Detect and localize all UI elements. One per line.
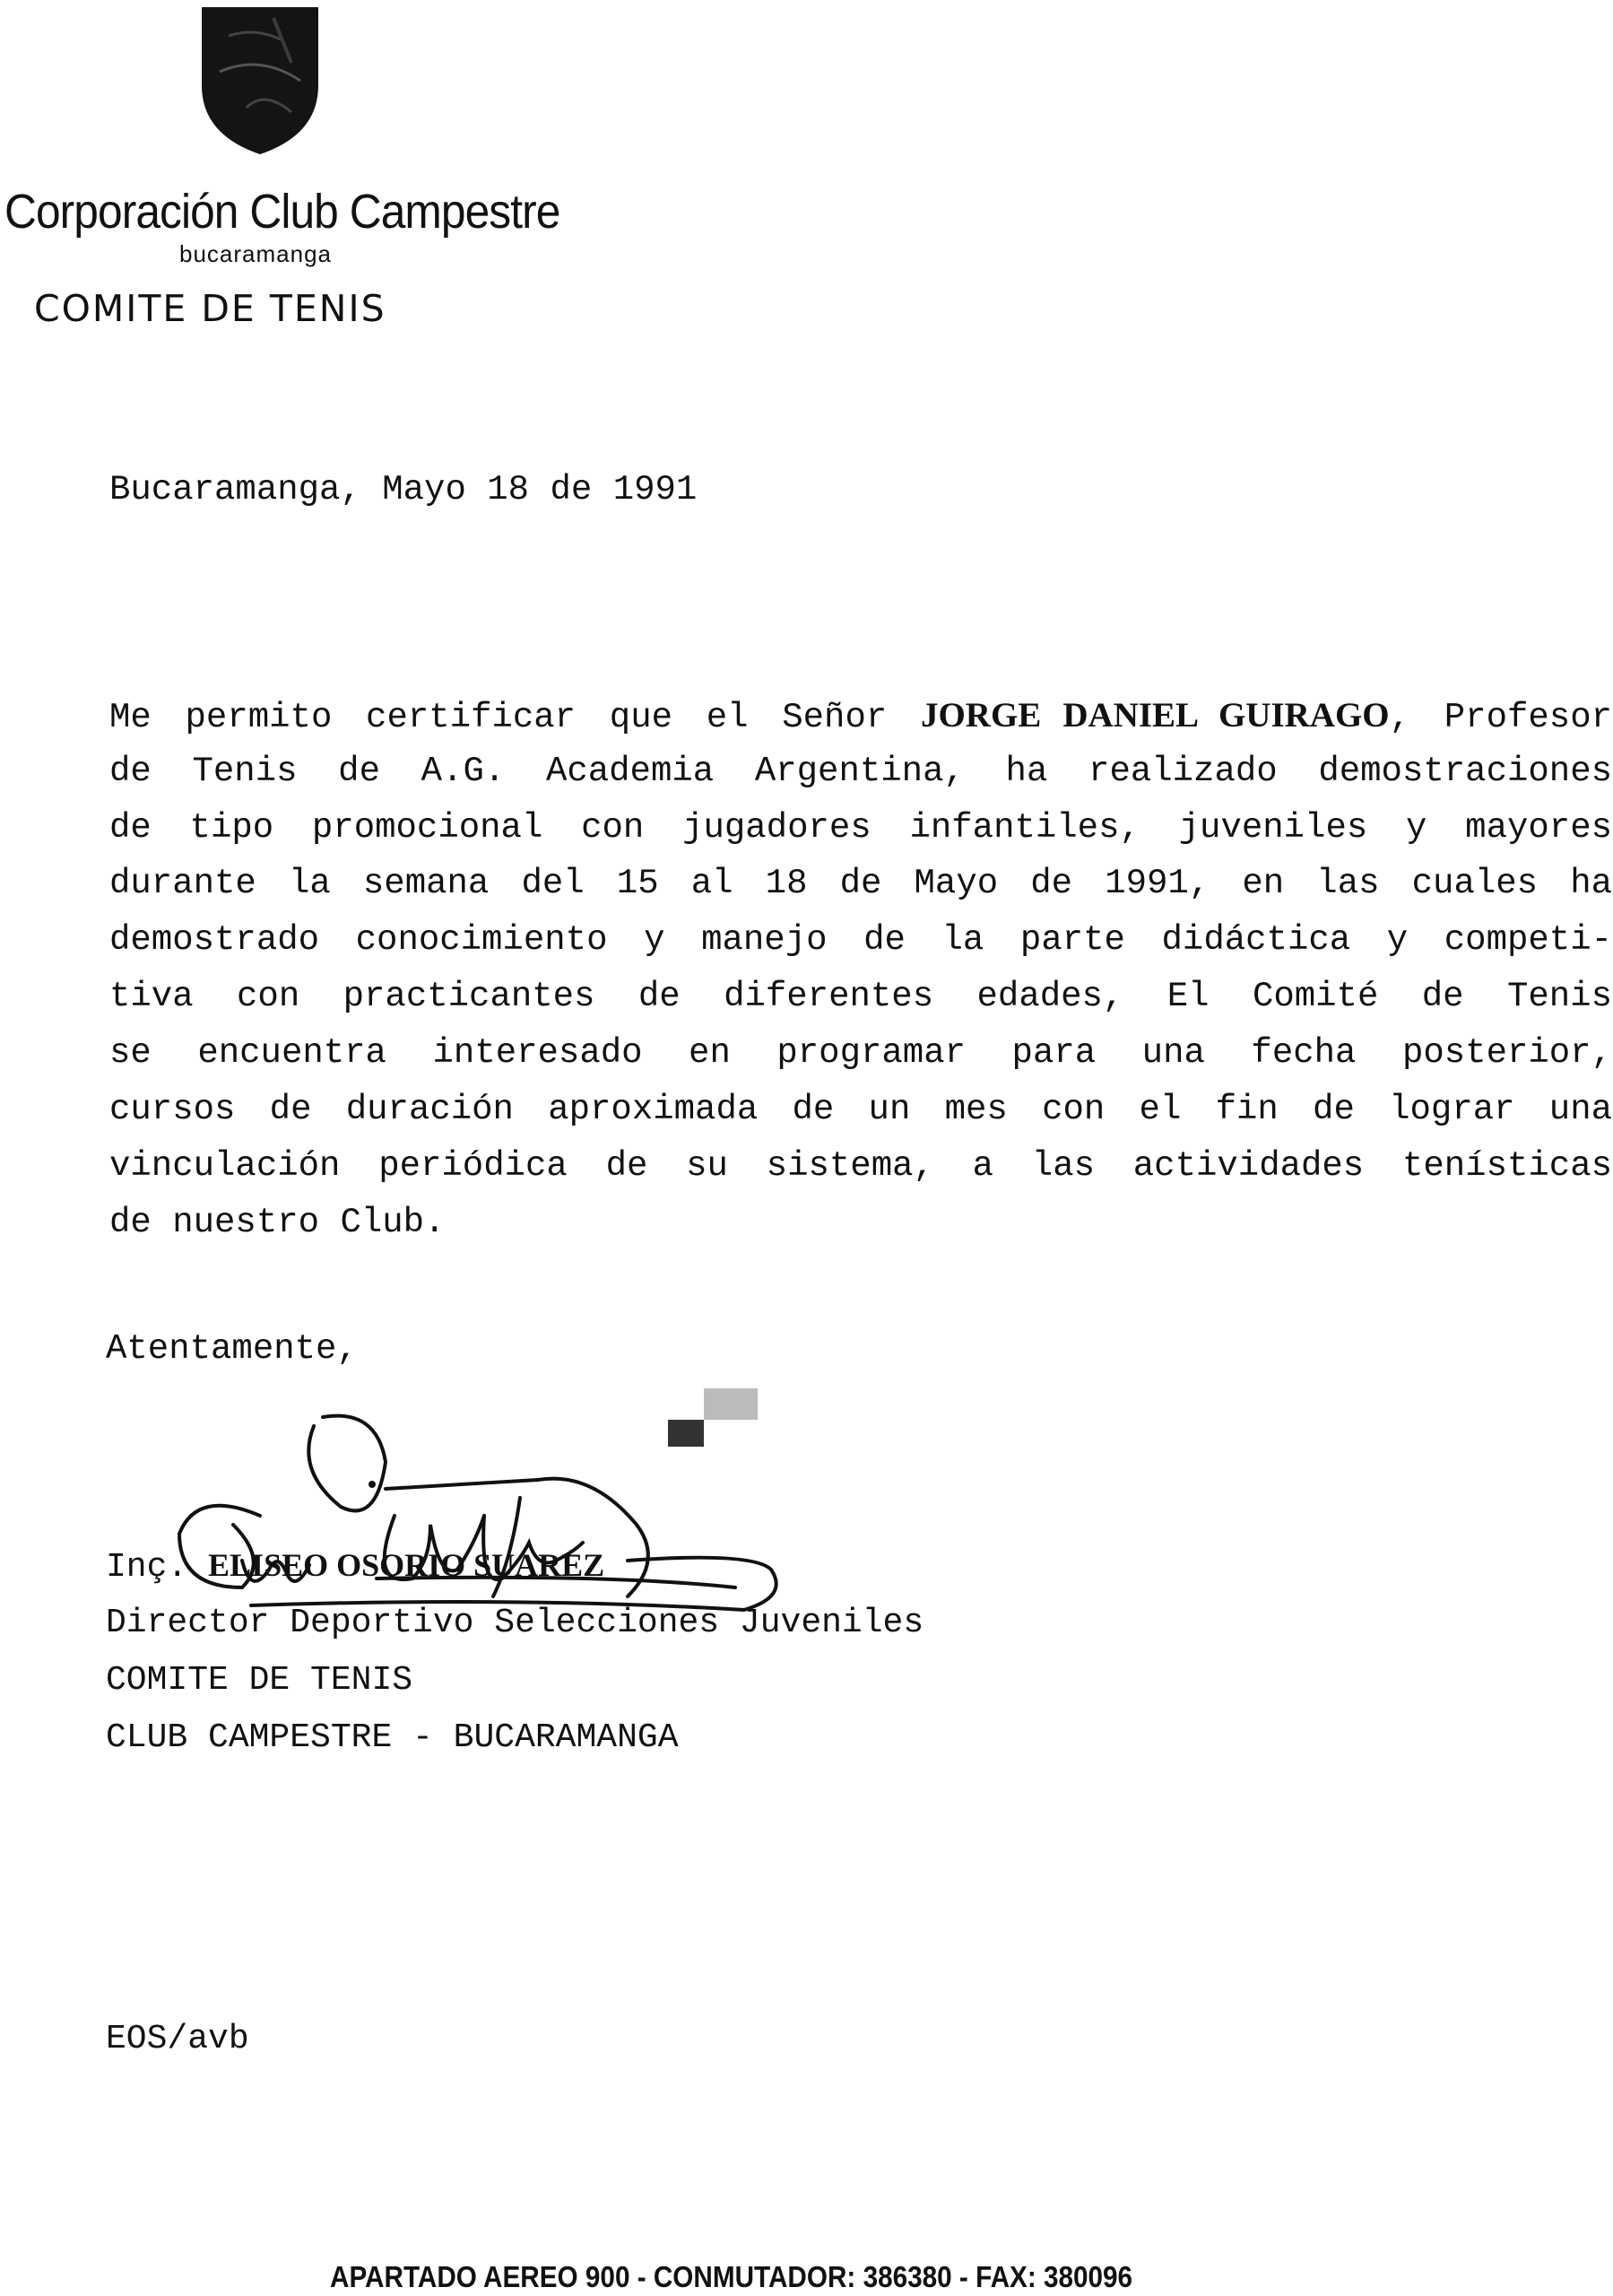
ink-smudge (668, 1388, 767, 1469)
body-line: vinculación periódica de su sistema, a las actividades tenísticas (109, 1146, 1612, 1186)
signatory-title: Inç. (106, 1548, 209, 1587)
letter-closing: Atentamente, (106, 1329, 358, 1369)
body-line: se encuentra interesado en programar para una fecha posterior, (109, 1033, 1612, 1073)
body-line: cursos de duración aproximada de un mes con el fin de lograr una (109, 1090, 1612, 1129)
body-line-text: Me permito certificar que el Señor (109, 698, 921, 737)
body-line: de nuestro Club. (109, 1203, 446, 1242)
body-line: durante la semana del 15 al 18 de Mayo de 1991, en las cuales ha (109, 864, 1612, 903)
body-line: de tipo promocional con jugadores infantiles, juveniles y mayores (109, 808, 1612, 848)
club-crest-icon (193, 0, 327, 161)
committee-heading: COMITE DE TENIS (34, 287, 386, 330)
body-line-text: , Profesor (1389, 698, 1612, 737)
body-line: de Tenis de A.G. Academia Argentina, ha realizado demostraciones (109, 752, 1612, 791)
body-line (109, 695, 1612, 737)
signatory-committee: COMITE DE TENIS (106, 1661, 413, 1700)
signatory-name-line (106, 1546, 604, 1587)
body-line: tiva con practicantes de diferentes edades, El Comité de Tenis (109, 977, 1612, 1016)
footer-contact: APARTADO AEREO 900 - CONMUTADOR: 386380 - FAX: 380096 (330, 2260, 1133, 2293)
signatory-name: ELISEO OSORIO SUAREZ (208, 1547, 605, 1583)
letter-date: Bucaramanga, Mayo 18 de 1991 (109, 470, 698, 509)
body-line: demostrado conocimiento y manejo de la parte didáctica y competi- (109, 920, 1612, 960)
organization-name: Corporación Club Campestre (4, 185, 560, 239)
reference-initials: EOS/avb (106, 2020, 249, 2058)
organization-city: bucaramanga (179, 240, 332, 267)
signatory-club: CLUB CAMPESTRE - BUCARAMANGA (106, 1718, 679, 1757)
signatory-position: Director Deportivo Selecciones Juveniles (106, 1604, 924, 1642)
teacher-name: JORGE DANIEL GUIRAGO (920, 696, 1390, 735)
